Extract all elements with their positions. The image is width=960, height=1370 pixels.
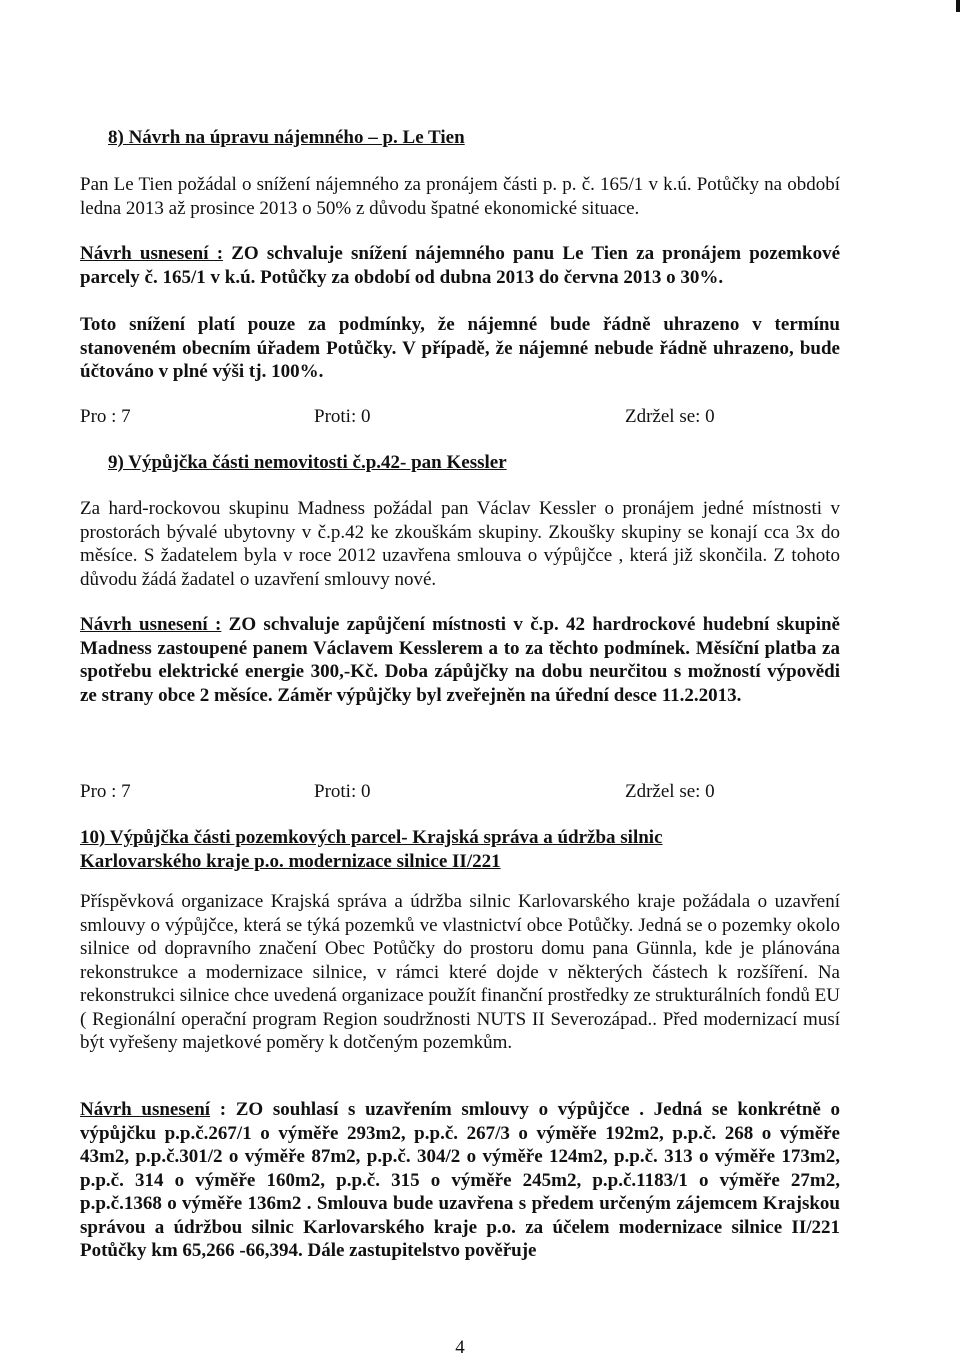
item-9-title: 9) Výpůjčka části nemovitosti č.p.42- pan Kessler xyxy=(108,452,507,473)
votes-zdrzel: Zdržel se: 0 xyxy=(625,406,715,427)
item-9-proposal-label: Návrh usnesení : xyxy=(80,614,222,635)
votes-zdrzel: Zdržel se: 0 xyxy=(625,781,715,802)
item-9-proposal xyxy=(80,613,840,707)
scan-corner-mark xyxy=(956,0,960,12)
item-9-proposal-text: ZO schvaluje zapůjčení místnosti v č.p. 42 hardrockové hudební skupině Madness zastoupené panem Václavem Kesslerem a to za těchto podmínek. Měsíční platba za spotřebu elektrické energie 300,-Kč. Doba zápůjčky na dobu neurčitou s možností výpovědi ze strany obce 2 měsíce. Záměr výpůjčky byl zveřejněn na úřední desce 11.2.2013. xyxy=(80,614,840,706)
item-8-proposal-label: Návrh usnesení : xyxy=(80,243,224,264)
item-8-proposal-extra: Toto snížení platí pouze za podmínky, že nájemné bude řádně uhrazeno v termínu stanoveném obecním úřadem Potůčky. V případě, že nájemné nebude řádně uhrazeno, bude účtováno v plné výši tj. 100%. xyxy=(80,314,840,382)
item-10-body: Příspěvková organizace Krajská správa a údržba silnic Karlovarského kraje požádala o uzavření smlouvy o výpůjčce, která se týká pozemků ve vlastnictví obce Potůčky. Jedná se o pozemky okolo silnice od dopravního značení Obec Potůčky do prostoru domu pana Günnla, kde je plánována rekonstrukce a modernizace silnice, v rámci které dojde v některých částech k rozšíření. Na rekonstrukci silnice chce uvedená organizace použít finanční prostředky ze strukturálních fondů EU ( Regionální operační program Region soudržnosti NUTS II Severozápad.. Před modernizací musí být vyřešeny majetkové poměry k dotčeným pozemkům. xyxy=(80,891,840,1053)
item-8-votes xyxy=(80,405,840,429)
item-10-proposal xyxy=(80,1098,840,1263)
item-10-title-line-1: 10) Výpůjčka části pozemkových parcel- Krajská správa a údržba silnic xyxy=(80,827,663,848)
votes-proti: Proti: 0 xyxy=(314,406,371,427)
votes-proti: Proti: 0 xyxy=(314,781,371,802)
page-number: 4 xyxy=(455,1337,465,1358)
item-10-proposal-text: : ZO souhlasí s uzavřením smlouvy o výpůjčce . Jedná se konkrétně o výpůjčku p.p.č.267/1 o výměře 293m2, p.p.č. 267/3 o výměře 192m2, p.p.č. 268 o výměře 43m2, p.p.č.301/2 o výměře 87m2, p.p.č. 304/2 o výměře 124m2, p.p.č. 313 o výměře 173m2, p.p.č. 314 o výměře 160m2, p.p.č. 315 o výměře 245m2, p.p.č.1183/1 o výměře 27m2, p.p.č.1368 o výměře 136m2 . Smlouva bude uzavřena s předem určeným zájemcem Krajskou správou a údržbou silnic Karlovarského kraje p.o. za účelem modernizace silnice II/221 Potůčky km 65,266 -66,394. Dále zastupitelstvo pověřuje xyxy=(80,1099,840,1261)
votes-pro: Pro : 7 xyxy=(80,781,131,802)
item-10-proposal-label: Návrh usnesení xyxy=(80,1099,211,1120)
item-9-body: Za hard-rockovou skupinu Madness požádal pan Václav Kessler o pronájem jedné místnosti v prostorách bývalé ubytovny v č.p.42 ke zkouškám skupiny. Zkoušky skupiny se konají cca 3x do měsíce. S žadatelem byla v roce 2012 uzavřena smlouva o výpůjčce , která již skončila. Z tohoto důvodu žádá žadatel o uzavření smlouvy nové. xyxy=(80,498,840,590)
item-8-proposal xyxy=(80,242,840,289)
item-8-title: 8) Návrh na úpravu nájemného – p. Le Tien xyxy=(108,127,465,148)
item-8-body: Pan Le Tien požádal o snížení nájemného za pronájem části p. p. č. 165/1 v k.ú. Potůčky na období ledna 2013 až prosince 2013 o 50% z důvodu špatné ekonomické situace. xyxy=(80,174,840,219)
item-9-votes xyxy=(80,780,840,804)
votes-pro: Pro : 7 xyxy=(80,406,131,427)
item-10-title-line-2: Karlovarského kraje p.o. modernizace silnice II/221 xyxy=(80,851,501,872)
item-8-proposal-text: ZO schvaluje snížení nájemného panu Le Tien za pronájem pozemkové parcely č. 165/1 v k.ú. Potůčky za období od dubna 2013 do června 2013 o 30%. xyxy=(80,243,841,288)
